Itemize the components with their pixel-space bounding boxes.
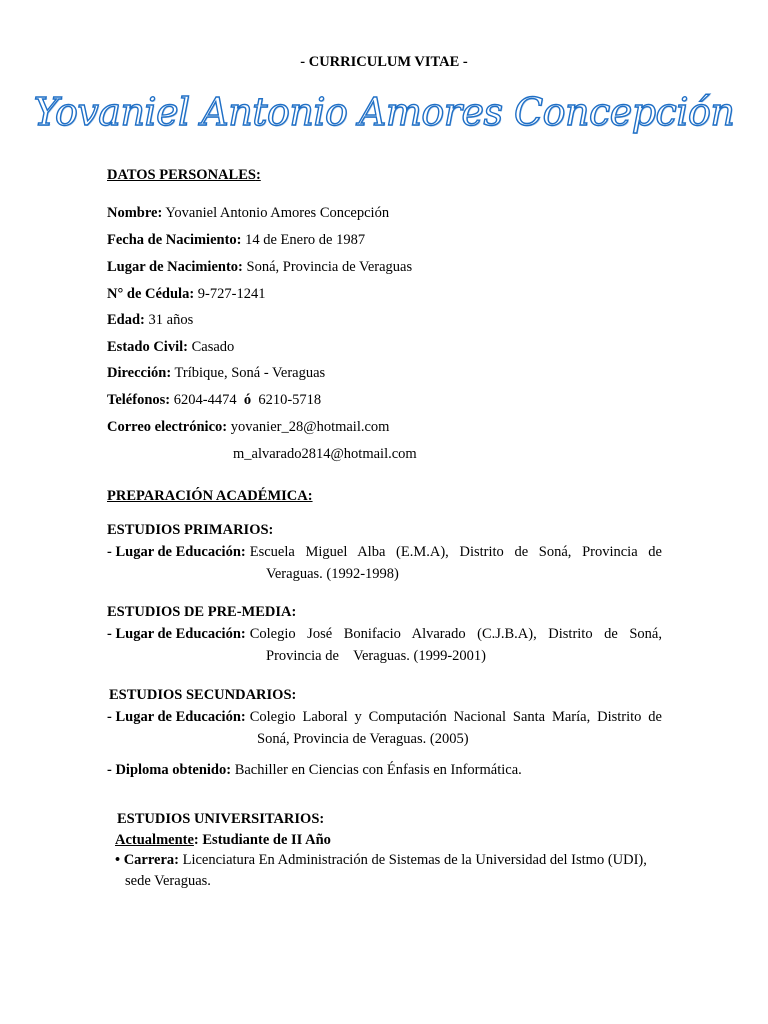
secundarios-text-2: Soná, Provincia de Veraguas. (2005) — [257, 731, 469, 747]
field-direccion — [107, 365, 325, 382]
fecha-label: Fecha de Nacimiento: — [107, 232, 242, 248]
carrera-label: Carrera: — [123, 852, 179, 868]
field-estado-civil — [107, 339, 234, 356]
field-lugar-nacimiento — [107, 259, 412, 276]
correo-label: Correo electrónico: — [107, 419, 228, 435]
nombre-label: Nombre: — [107, 205, 163, 221]
bullet-icon: • — [115, 852, 121, 868]
carrera-line1 — [115, 852, 647, 869]
personal-section-heading — [107, 167, 261, 184]
carrera-text-2: sede Veraguas. — [125, 873, 211, 889]
correo-value-2: m_alvarado2814@hotmail.com — [233, 446, 417, 462]
estado-value: Casado — [191, 339, 235, 355]
primarios-text-2: Veraguas. (1992-1998) — [266, 566, 399, 582]
lugar-label: Lugar de Nacimiento: — [107, 259, 243, 275]
secundarios-heading: ESTUDIOS SECUNDARIOS: — [109, 687, 297, 703]
edad-value: 31 años — [148, 312, 194, 328]
premedia-text-2: Provincia de Veraguas. (1999-2001) — [266, 648, 486, 664]
cedula-value: 9-727-1241 — [197, 286, 266, 302]
secundarios-text-1: Colegio Laboral y Computación Nacional Santa María, Distrito de — [249, 709, 662, 725]
personal-heading-colon: : — [255, 167, 261, 183]
telefono-separator: ó — [243, 392, 252, 408]
lugar-value: Soná, Provincia de Veraguas — [246, 259, 413, 275]
primarios-text-1: Escuela Miguel Alba (E.M.A), Distrito de Soná, Provincia de — [249, 544, 662, 560]
direccion-value: Tríbique, Soná - Veraguas — [174, 365, 326, 381]
telefono-1: 6204-4474 — [173, 392, 237, 408]
direccion-label: Dirección: — [107, 365, 172, 381]
primarios-heading: ESTUDIOS PRIMARIOS: — [107, 522, 274, 538]
secundarios-label: - Lugar de Educación: — [107, 709, 246, 725]
personal-heading-text: DATOS PERSONALES — [107, 167, 256, 183]
correo-value-1: yovanier_28@hotmail.com — [230, 419, 390, 435]
actualmente-value: : Estudiante de II Año — [193, 832, 331, 848]
field-actualmente — [115, 832, 331, 849]
edad-label: Edad: — [107, 312, 145, 328]
primarios-label: - Lugar de Educación: — [107, 544, 246, 560]
fecha-value: 14 de Enero de 1987 — [245, 232, 366, 248]
nombre-value: Yovaniel Antonio Amores Concepción — [165, 205, 390, 221]
primarios-line1 — [107, 544, 662, 561]
estado-label: Estado Civil: — [107, 339, 188, 355]
field-diploma — [107, 762, 522, 779]
field-edad — [107, 312, 193, 329]
cedula-label: N° de Cédula: — [107, 286, 195, 302]
premedia-heading: ESTUDIOS DE PRE-MEDIA: — [107, 604, 297, 620]
diploma-value: Bachiller en Ciencias con Énfasis en Informática. — [234, 762, 522, 778]
field-cedula — [107, 286, 265, 303]
secundarios-line1 — [107, 709, 662, 726]
diploma-label: - Diploma obtenido: — [107, 762, 232, 778]
field-nombre — [107, 205, 389, 222]
actualmente-label: Actualmente — [115, 832, 194, 848]
telefono-2: 6210-5718 — [258, 392, 322, 408]
document-title: - CURRICULUM VITAE - — [300, 54, 468, 70]
academic-section-heading: PREPARACIÓN ACADÉMICA: — [107, 488, 313, 504]
field-fecha-nacimiento — [107, 232, 365, 249]
field-correo — [107, 419, 389, 436]
premedia-label: - Lugar de Educación: — [107, 626, 246, 642]
universitarios-heading: ESTUDIOS UNIVERSITARIOS: — [117, 811, 325, 827]
telefonos-label: Teléfonos: — [107, 392, 171, 408]
full-name-heading: Yovaniel Antonio Amores Concepción — [33, 90, 735, 134]
field-telefonos — [107, 392, 321, 409]
premedia-line1 — [107, 626, 662, 643]
premedia-text-1: Colegio José Bonifacio Alvarado (C.J.B.A), Distrito de Soná, — [249, 626, 662, 642]
carrera-text-1: Licenciatura En Administración de Sistemas de la Universidad del Istmo (UDI), — [182, 852, 647, 868]
